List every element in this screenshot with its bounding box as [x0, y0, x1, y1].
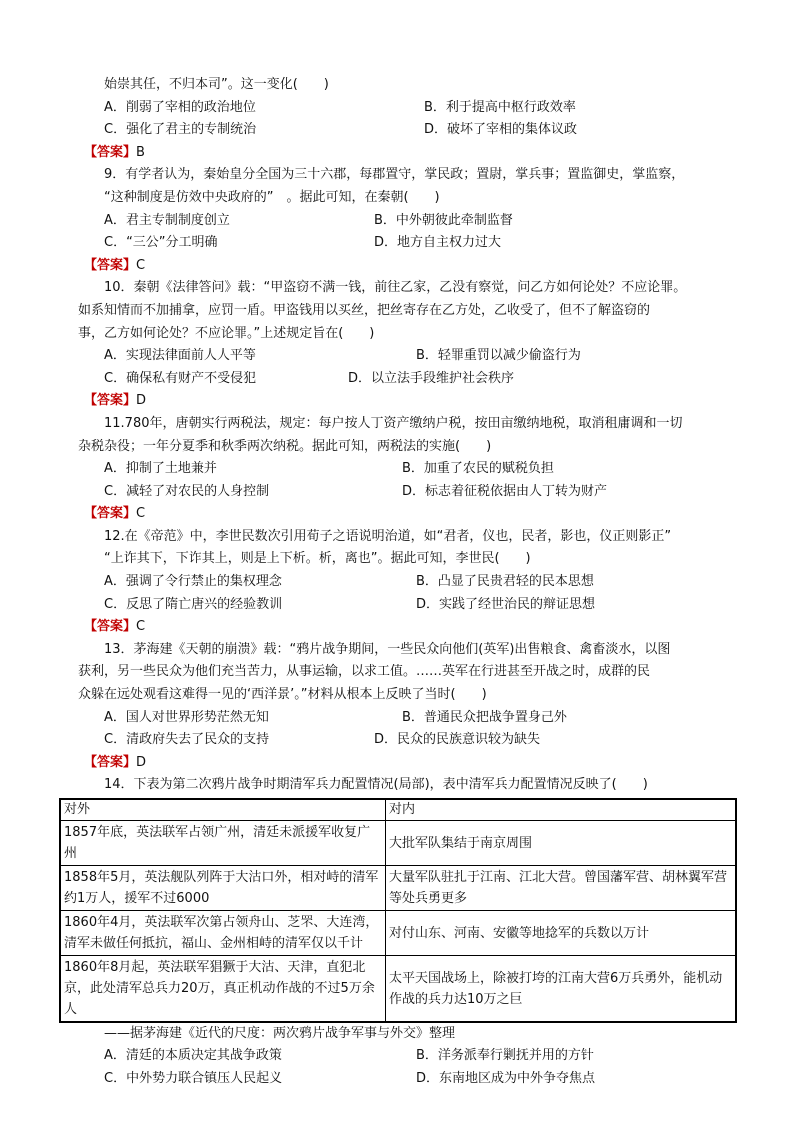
- q11-options-row2: [78, 481, 738, 504]
- answer-value: D: [136, 393, 147, 409]
- table-row: [60, 866, 736, 911]
- q10-option-a: A．实现法律面前人人平等: [104, 348, 256, 364]
- q13-option-c: C．清政府失去了民众的支持: [104, 732, 270, 748]
- q10-stem-line2: 如系知情而不加捕拿，应罚一盾。甲盗钱用以买丝，把丝寄存在乙方处，乙收受了，但不了解盗窃的: [78, 302, 651, 318]
- table-cell: 1860年4月，英法联军次第占领舟山、芝罘、大连湾，清军未做任何抵抗，福山、金州相峙的清军仅以千计: [60, 911, 386, 956]
- table-header-row: [60, 799, 736, 821]
- table-cell: 1858年5月，英法舰队列阵于大沽口外，相对峙的清军约1万人，援军不过6000: [60, 866, 386, 911]
- q12-option-b: B．凸显了民贵君轻的民本思想: [416, 574, 594, 590]
- q8-option-d: D．破坏了宰相的集体议政: [424, 122, 578, 138]
- question-content: [64, 74, 738, 1090]
- answer-tag: 【答案】: [84, 506, 137, 522]
- q8-option-b: B．利于提高中枢行政效率: [424, 99, 576, 115]
- answer-tag: 【答案】: [84, 144, 137, 160]
- table-cell: 大批军队集结于南京周围: [386, 821, 737, 866]
- table-cell: 1857年底，英法联军占领广州，清廷未派援军收复广州: [60, 821, 386, 866]
- q10-stem-line1: 10．秦朝《法律答问》载：“甲盗窃不满一钱，前往乙家，乙没有察觉，问乙方如何论处？不应论罪。: [104, 280, 687, 296]
- q9-option-d: D．地方自主权力过大: [374, 235, 502, 251]
- q14-option-c: C．中外势力联合镇压人民起义: [104, 1070, 283, 1086]
- q8-options-row1: [78, 97, 738, 120]
- q11-stem-line2: 杂税杂役；一年分夏季和秋季两次纳税。据此可知，两税法的实施( ): [78, 438, 492, 454]
- answer-tag: 【答案】: [84, 619, 137, 635]
- q11-answer: [78, 503, 738, 526]
- q9-option-b: B．中外朝彼此牵制监督: [374, 212, 513, 228]
- q9-options-row1: [78, 210, 738, 233]
- q13-option-a: A．国人对世界形势茫然无知: [104, 709, 269, 725]
- q13-stem-line2: 获利，另一些民众为他们充当苦力，从事运输，以求工值。……英军在行进甚至开战之时，成群的民: [78, 664, 651, 680]
- q9-stem-line2: “这种制度是仿效中央政府的” 。据此可知，在秦朝( ): [104, 189, 440, 205]
- q8-option-c: C．强化了君主的专制统治: [104, 122, 257, 138]
- q11-option-c: C．减轻了对农民的人身控制: [104, 483, 270, 499]
- answer-value: B: [136, 144, 145, 160]
- q14-source: ——据茅海建《近代的尺度：两次鸦片战争军事与外交》整理: [104, 1026, 456, 1041]
- q9-option-c: C．“三公”分工明确: [104, 235, 218, 251]
- q10-option-c: C．确保私有财产不受侵犯: [104, 370, 257, 386]
- q10-answer: [78, 390, 738, 413]
- q8-answer: [78, 142, 738, 165]
- q8-options-row2: [78, 119, 738, 142]
- q9-options-row2: [78, 232, 738, 255]
- q14-option-a: A．清廷的本质决定其战争政策: [104, 1048, 282, 1063]
- q9-answer: [78, 255, 738, 278]
- table-header-cell: 对外: [60, 799, 386, 821]
- q12-answer: [78, 616, 738, 639]
- q11-stem-line1: 11.780年，唐朝实行两税法，规定：每户按人丁资产缴纳户税，按田亩缴纳地税，取消租庸调和一切: [104, 415, 683, 431]
- table-cell: 对付山东、河南、安徽等地捻军的兵数以万计: [386, 911, 737, 956]
- q11-options-row1: [78, 458, 738, 481]
- q12-option-c: C．反思了隋亡唐兴的经验教训: [104, 596, 283, 612]
- table-row: [60, 956, 736, 1023]
- q11-option-d: D．标志着征税依据由人丁转为财产: [402, 483, 608, 499]
- table-row: [60, 821, 736, 866]
- q14-stem: 14．下表为第二次鸦片战争时期清军兵力配置情况(局部)，表中清军兵力配置情况反映了( ): [104, 777, 648, 793]
- answer-tag: 【答案】: [84, 754, 137, 770]
- answer-value: C: [136, 257, 146, 273]
- q13-option-b: B．普通民众把战争置身己外: [402, 709, 567, 725]
- table-header-cell: 对内: [386, 799, 737, 821]
- q14-option-b: B．洋务派奉行剿抚并用的方针: [416, 1048, 594, 1063]
- q11-option-b: B．加重了农民的赋税负担: [402, 461, 554, 477]
- q13-answer: [78, 752, 738, 775]
- q13-stem-line1: 13．茅海建《天朝的崩溃》载：“鸦片战争期间，一些民众向他们(英军)出售粮食、禽畜淡水，以图: [104, 641, 671, 657]
- answer-value: C: [136, 619, 146, 635]
- q10-options-row2: [78, 368, 738, 391]
- q14-options-row2: [78, 1068, 738, 1091]
- q9-stem-line1: 9．有学者认为，秦始皇分全国为三十六郡，每郡置守，掌民政；置尉，掌兵事；置监御史，掌监察，: [104, 167, 685, 183]
- table-cell: 大量军队驻扎于江南、江北大营。曾国藩军营、胡林翼军营等处兵勇更多: [386, 866, 737, 911]
- q12-option-d: D．实践了经世治民的辩证思想: [416, 596, 596, 612]
- q12-stem-line1: 12.在《帝范》中，李世民数次引用荀子之语说明治道，如“君者，仪也，民者，影也，仪正则影正”: [104, 528, 672, 544]
- q8-stem-tail: 始崇其任，不归本司”。这一变化( ): [104, 77, 329, 92]
- q8-option-a: A．削弱了宰相的政治地位: [104, 99, 256, 115]
- table-row: [60, 911, 736, 956]
- q12-stem-line2: “上诈其下，下诈其上，则是上下析。析，离也”。据此可知，李世民( ): [104, 551, 531, 567]
- q9-option-a: A．君主专制制度创立: [104, 212, 230, 228]
- q10-options-row1: [78, 345, 738, 368]
- table-cell: 1860年8月起，英法联军猖獗于大沽、天津，直犯北京，此处清军总兵力20万，真正机动作战的不过5万余人: [60, 956, 386, 1023]
- table-cell: 太平天国战场上，除被打垮的江南大营6万兵勇外，能机动作战的兵力达10万之巨: [386, 956, 737, 1023]
- answer-tag: 【答案】: [84, 393, 137, 409]
- q10-option-d: D．以立法手段维护社会秩序: [348, 370, 515, 386]
- q11-option-a: A．抑制了土地兼并: [104, 461, 217, 477]
- q12-options-row1: [78, 571, 738, 594]
- q14-options-row1: [78, 1045, 738, 1068]
- answer-value: C: [136, 506, 146, 522]
- q14-table: [59, 798, 737, 1023]
- q13-options-row1: [78, 707, 738, 730]
- q12-options-row2: [78, 594, 738, 617]
- answer-tag: 【答案】: [84, 257, 137, 273]
- q13-stem-line3: 众躲在远处观看这难得一见的‘西洋景’。”材料从根本上反映了当时( ): [78, 687, 487, 703]
- q10-stem-line3: 事，乙方如何论处？不应论罪。”上述规定旨在( ): [78, 325, 375, 341]
- q10-option-b: B．轻罪重罚以减少偷盗行为: [416, 348, 581, 364]
- q13-options-row2: [78, 729, 738, 752]
- answer-value: D: [136, 754, 147, 770]
- q13-option-d: D．民众的民族意识较为缺失: [374, 732, 541, 748]
- q12-option-a: A．强调了令行禁止的集权理念: [104, 574, 282, 590]
- q14-option-d: D．东南地区成为中外争夺焦点: [416, 1070, 596, 1086]
